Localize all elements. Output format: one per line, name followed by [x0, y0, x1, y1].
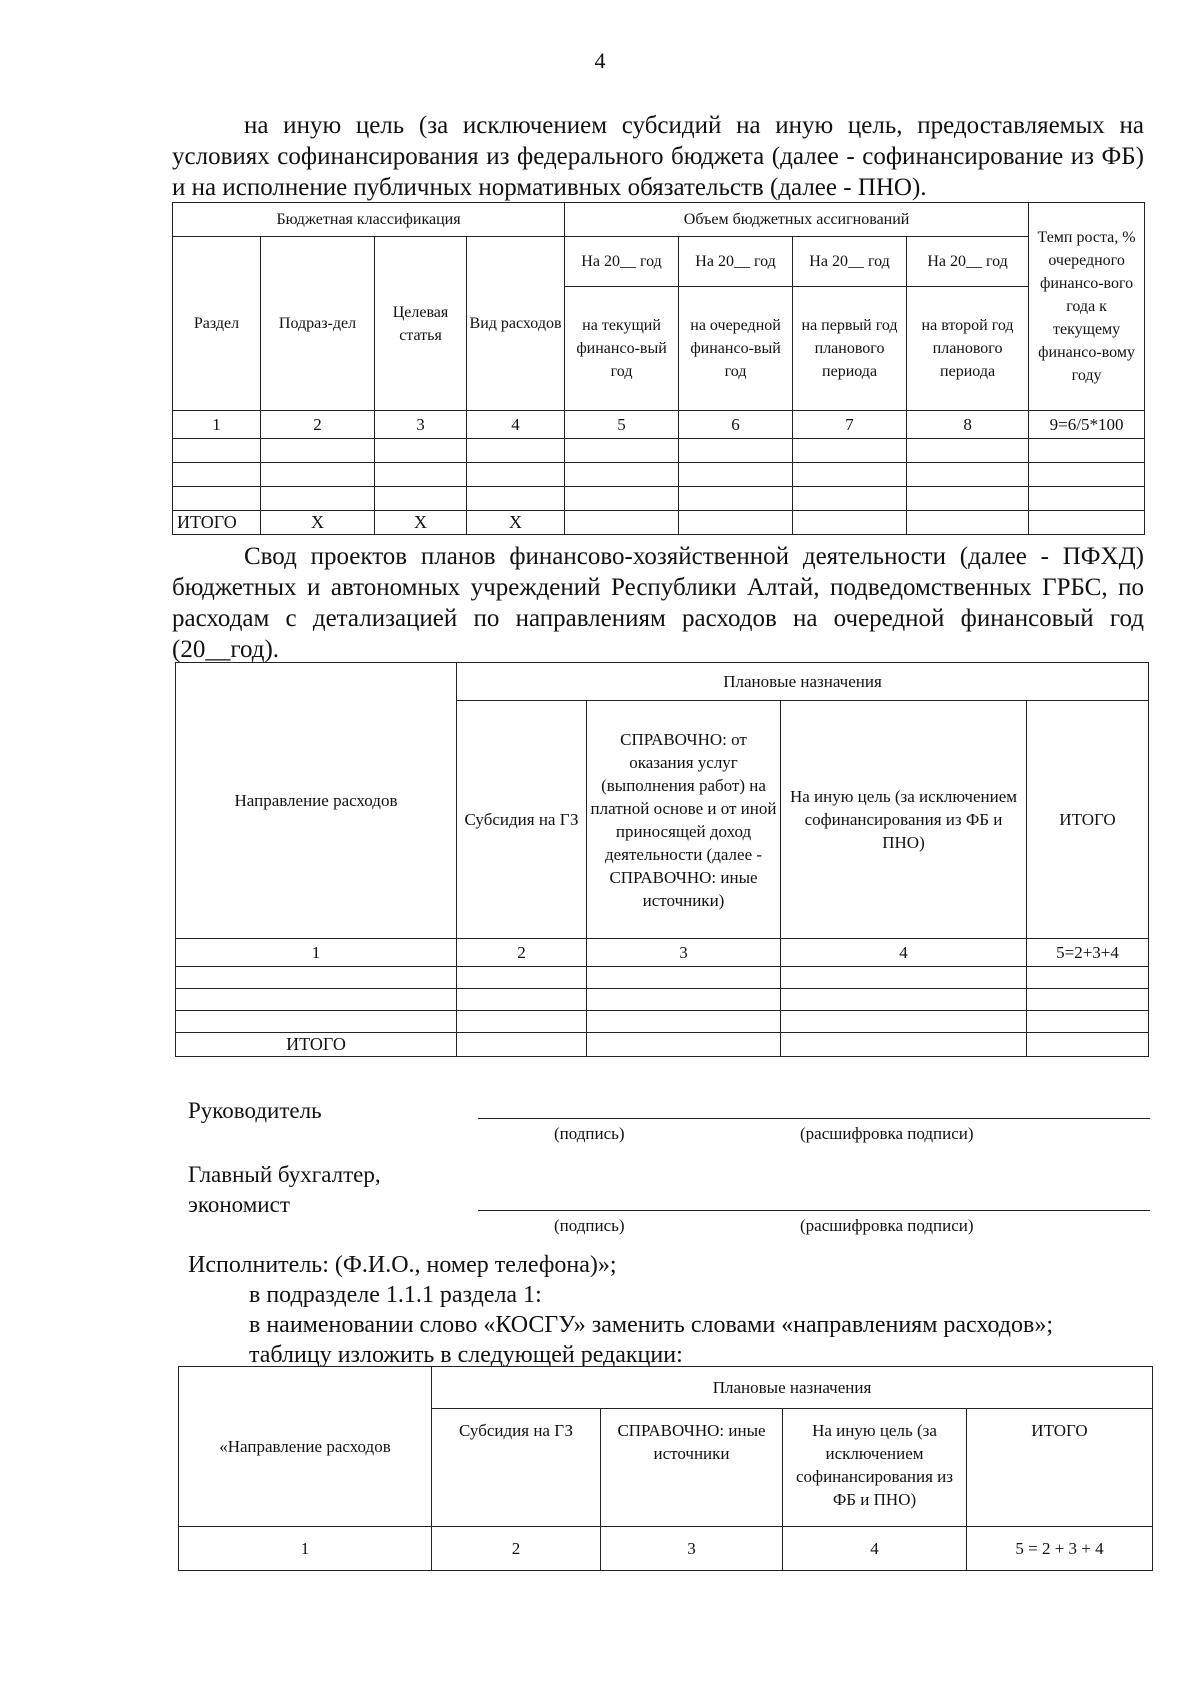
column-number: 1: [173, 411, 261, 439]
subsection-line: в подразделе 1.1.1 раздела 1:: [249, 1282, 542, 1308]
planned-header: Плановые назначения: [432, 1367, 1153, 1409]
budget-classification-header: Бюджетная классификация: [173, 203, 565, 237]
decode-caption: (расшифровка подписи): [800, 1124, 974, 1143]
planned-header: Плановые назначения: [457, 663, 1149, 701]
budget-allocation-table: [172, 202, 1145, 535]
year-header-6: На 20__ год: [679, 237, 793, 287]
pfhd-summary-table: [175, 662, 1149, 1057]
head-signature-line: [478, 1118, 1150, 1119]
other-purpose-header: На иную цель (за исключением софинансирования из ФБ и ПНО): [781, 701, 1027, 939]
accountant-signature-line: [478, 1210, 1150, 1211]
column-number: 5 = 2 + 3 + 4: [967, 1527, 1153, 1571]
podrazdel-header: Подраз-дел: [261, 237, 375, 411]
column-number: 7: [793, 411, 907, 439]
subsidy-header: Субсидия на ГЗ: [432, 1409, 601, 1527]
column-number: 3: [601, 1527, 783, 1571]
page-number: 4: [594, 48, 606, 73]
razdel-header: Раздел: [173, 237, 261, 411]
total-label: ИТОГО: [176, 1033, 457, 1057]
direction-header: «Направление расходов: [179, 1367, 432, 1527]
table-row: [176, 967, 1149, 989]
head-label: Руководитель: [188, 1098, 322, 1123]
table-row: [176, 1011, 1149, 1033]
pfhd-paragraph: Свод проектов планов финансово-хозяйственной деятельности (далее - ПФХД) бюджетных и автономных учреждений Республики Алтай, подведомственных ГРБС, по расходам с детализацией по направлениям расходов на очередной финансовый год (20__год).: [172, 543, 1144, 663]
column-number: 3: [587, 939, 781, 967]
x-mark: Х: [261, 511, 375, 535]
column-number: 2: [457, 939, 587, 967]
direction-header: Направление расходов: [176, 663, 457, 939]
column-number: 1: [179, 1527, 432, 1571]
next-year-header: на очередной финансо-вый год: [679, 287, 793, 411]
target-article-header: Целевая статья: [375, 237, 467, 411]
second-plan-year-header: на второй год планового периода: [907, 287, 1029, 411]
reference-header: СПРАВОЧНО: иные источники: [601, 1409, 783, 1527]
growth-rate-header: Темп роста, % очередного финансо-вого года к текущему финансо-вому году: [1029, 203, 1145, 411]
column-number: 8: [907, 411, 1029, 439]
executor-line: Исполнитель: (Ф.И.О., номер телефона)»;: [188, 1252, 617, 1278]
other-purpose-header: На иную цель (за исключением софинансирования из ФБ и ПНО): [783, 1409, 967, 1527]
economist-label: экономист: [188, 1192, 290, 1217]
total-header: ИТОГО: [1027, 701, 1149, 939]
first-plan-year-header: на первый год планового периода: [793, 287, 907, 411]
table-row: [173, 439, 1145, 463]
intro-paragraph: на иную цель (за исключением субсидий на иную цель, предоставляемых на условиях софинансирования из федерального бюджета (далее - софинансирование из ФБ) и на исполнение публичных нормативных обязательств (далее - ПНО).: [172, 112, 1144, 201]
x-mark: Х: [375, 511, 467, 535]
allocation-volume-header: Объем бюджетных ассигнований: [565, 203, 1029, 237]
column-number: 9=6/5*100: [1029, 411, 1145, 439]
planned-assignments-table: [178, 1366, 1153, 1571]
decode-caption: (расшифровка подписи): [800, 1216, 974, 1235]
column-number: 2: [261, 411, 375, 439]
replace-word-line: в наименовании слово «КОСГУ» заменить словами «направлениям расходов»;: [249, 1312, 1053, 1338]
chief-accountant-label: Главный бухгалтер,: [188, 1162, 381, 1187]
column-number: 4: [467, 411, 565, 439]
column-number: 2: [432, 1527, 601, 1571]
x-mark: Х: [467, 511, 565, 535]
column-number: 5: [565, 411, 679, 439]
total-header: ИТОГО: [967, 1409, 1153, 1527]
current-year-header: на текущий финансо-вый год: [565, 287, 679, 411]
year-header-7: На 20__ год: [793, 237, 907, 287]
column-number: 4: [781, 939, 1027, 967]
column-number: 5=2+3+4: [1027, 939, 1149, 967]
table-row: [173, 463, 1145, 487]
year-header-5: На 20__ год: [565, 237, 679, 287]
column-number: 6: [679, 411, 793, 439]
table-edit-line: таблицу изложить в следующей редакции:: [249, 1342, 683, 1368]
column-number: 3: [375, 411, 467, 439]
reference-header: СПРАВОЧНО: от оказания услуг (выполнения работ) на платной основе и от иной приносящей доход деятельности (далее - СПРАВОЧНО: иные источники): [587, 701, 781, 939]
expense-type-header: Вид расходов: [467, 237, 565, 411]
column-number: 1: [176, 939, 457, 967]
signature-caption: (подпись): [554, 1124, 625, 1143]
total-label: ИТОГО: [173, 511, 261, 535]
subsidy-header: Субсидия на ГЗ: [457, 701, 587, 939]
signature-caption: (подпись): [554, 1216, 625, 1235]
table-row: [173, 487, 1145, 511]
table-row: [176, 989, 1149, 1011]
year-header-8: На 20__ год: [907, 237, 1029, 287]
column-number: 4: [783, 1527, 967, 1571]
